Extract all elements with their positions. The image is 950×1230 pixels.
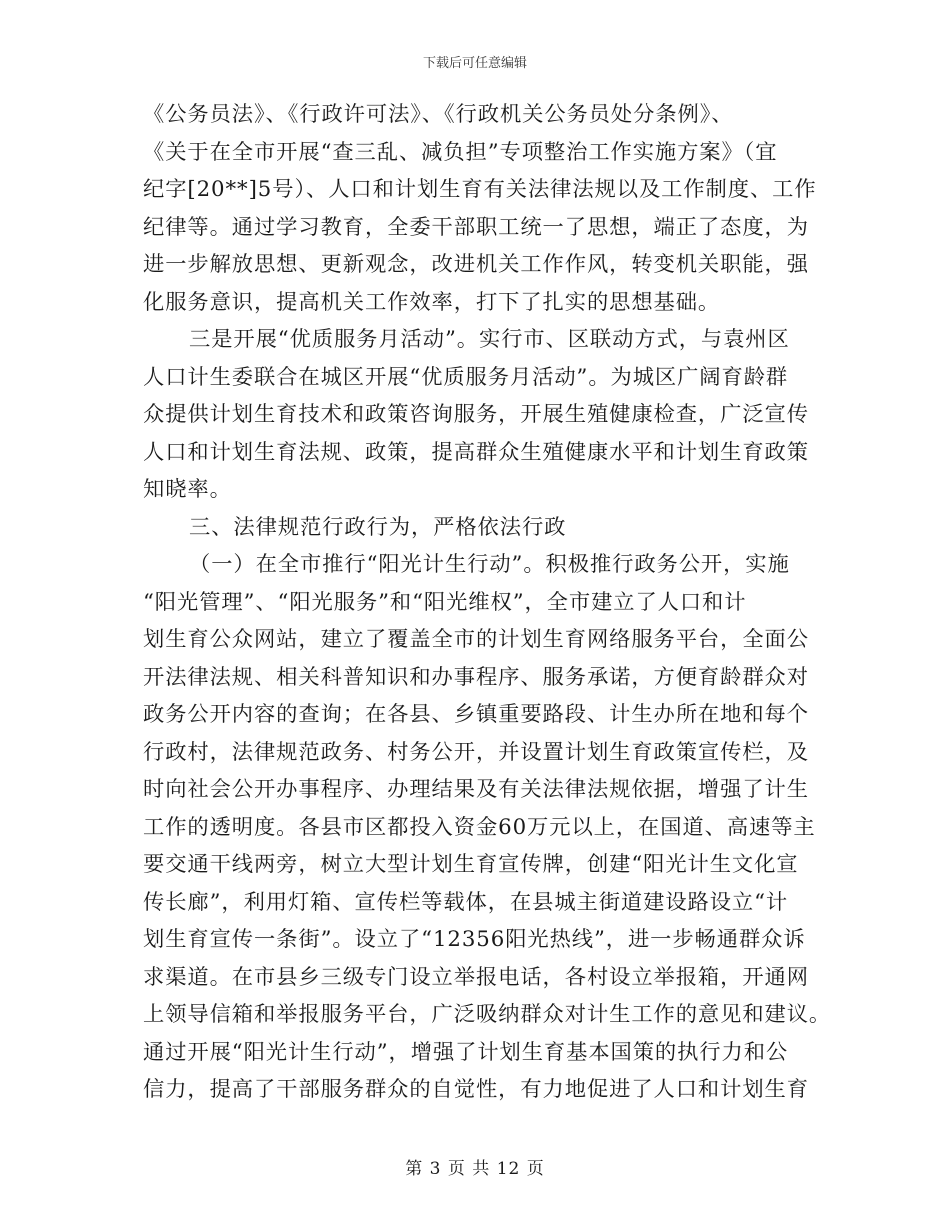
text-line: 知晓率。 [143, 477, 232, 502]
page-header: 下载后可任意编辑 [422, 56, 527, 71]
text-line: 纪字[20**]5号）、人口和计划生育有关法律法规以及工作制度、工作 [143, 177, 817, 202]
text-line: 通过开展“阳光计生行动”，增强了计划生育基本国策的执行力和公 [143, 1039, 789, 1065]
paragraph-start-line: （一）在全市推行“阳光计生行动”。积极推行政务公开，实施 [189, 552, 790, 577]
page-number-footer: 第 3 页 共 12 页 [405, 1159, 545, 1179]
text-line: 上领导信箱和举报服务平台，广泛吸纳群众对计生工作的意见和建议。 [143, 1002, 832, 1027]
text-line: 开法律法规、相关科普知识和办事程序、服务承诺，方便育龄群众对 [143, 664, 809, 690]
document-body [143, 96, 832, 1109]
text-line: 工作的透明度。各县市区都投入资金60万元以上，在国道、高速等主 [143, 814, 816, 840]
text-line: 人口计生委联合在城区开展“优质服务月活动”。为城区广阔育龄群 [143, 364, 789, 390]
text-line: 《公务员法》、《行政许可法》、《行政机关公务员处分条例》、 [143, 102, 734, 127]
text-line: 行政村，法律规范政务、村务公开，并设置计划生育政策宣传栏，及 [143, 739, 809, 765]
paragraph-start-line: 三是开展“优质服务月活动”。实行市、区联动方式，与袁州区 [189, 327, 790, 352]
text-line: 化服务意识，提高机关工作效率，打下了扎实的思想基础。 [143, 289, 721, 315]
section-heading: 三、法律规范行政行为，严格依法行政 [189, 514, 567, 540]
text-line: 划生育宣传一条街”。设立了“12356阳光热线”，进一步畅通群众诉 [143, 927, 806, 952]
text-line: 进一步解放思想、更新观念，改进机关工作作风，转变机关职能，强 [143, 252, 809, 277]
text-line: 《关于在全市开展“查三乱、减负担”专项整治工作实施方案》（宜 [143, 139, 778, 165]
text-line: 信力，提高了干部服务群众的自觉性，有力地促进了人口和计划生育 [143, 1077, 809, 1102]
text-line: 众提供计划生育技术和政策咨询服务，开展生殖健康检查，广泛宣传 [143, 402, 809, 427]
text-line: “阳光管理”、“阳光服务”和“阳光维权”，全市建立了人口和计 [143, 589, 747, 615]
text-line: 划生育公众网站，建立了覆盖全市的计划生育网络服务平台，全面公 [143, 627, 809, 652]
text-line: 政务公开内容的查询；在各县、乡镇重要路段、计生办所在地和每个 [143, 702, 809, 727]
text-line: 纪律等。通过学习教育，全委干部职工统一了思想，端正了态度，为 [143, 214, 809, 240]
text-line: 求渠道。在市县乡三级专门设立举报电话，各村设立举报箱，开通网 [143, 964, 809, 990]
text-line: 要交通干线两旁，树立大型计划生育宣传牌，创建“阳光计生文化宣 [143, 852, 799, 877]
text-line: 人口和计划生育法规、政策，提高群众生殖健康水平和计划生育政策 [143, 439, 809, 465]
text-line: 时向社会公开办事程序、办理结果及有关法律法规依据，增强了计生 [143, 777, 809, 802]
text-line: 传长廊”，利用灯箱、宣传栏等载体，在县城主街道建设路设立“计 [143, 889, 789, 915]
